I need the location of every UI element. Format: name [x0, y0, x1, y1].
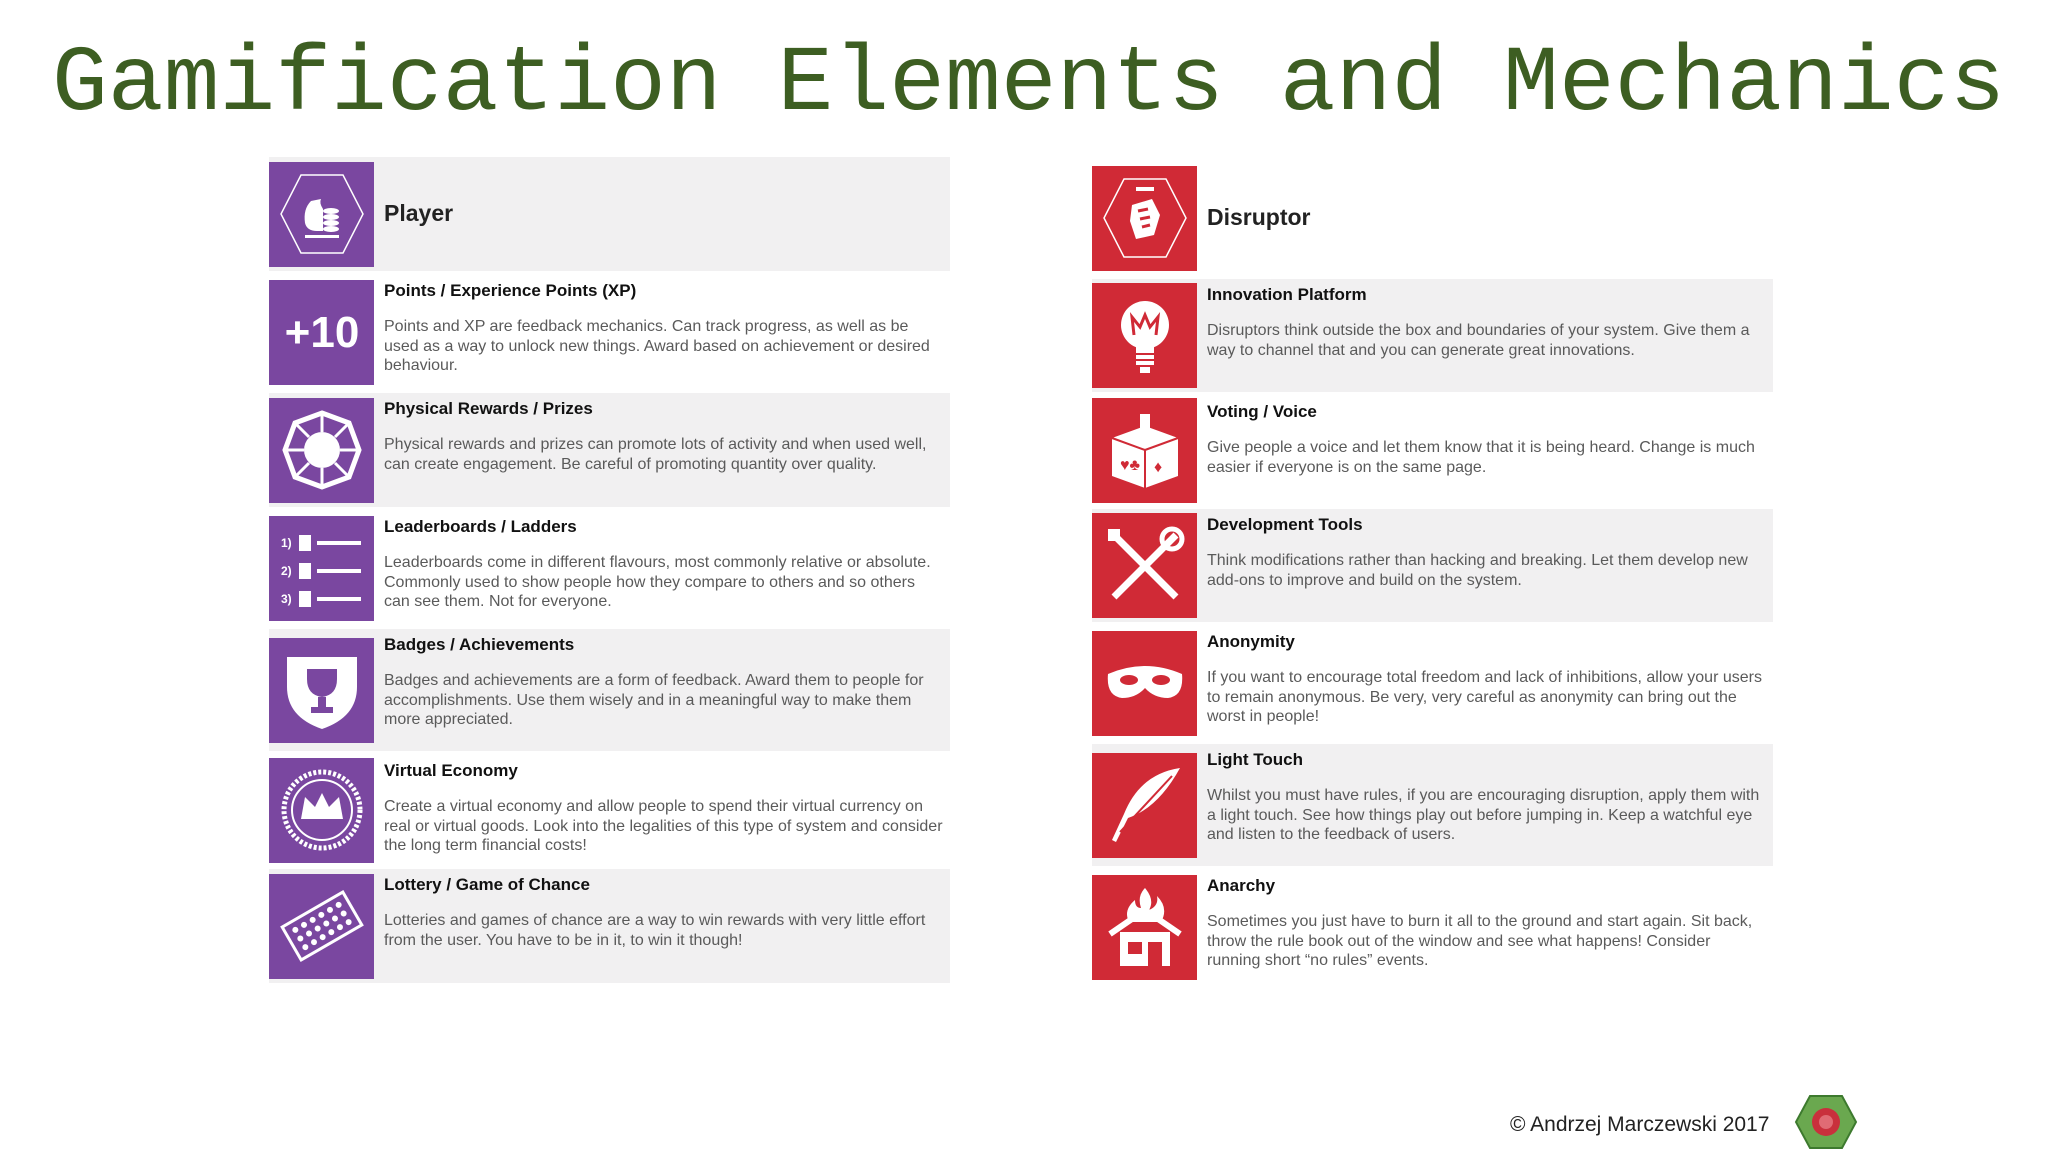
gem-icon [269, 398, 374, 503]
list-item [1092, 509, 1773, 622]
player-column [269, 157, 950, 987]
list-item [269, 755, 950, 865]
item-title: Virtual Economy [384, 761, 518, 780]
svg-text:+10: +10 [284, 308, 359, 357]
hexagon-logo-icon [1794, 1094, 1858, 1150]
item-description: If you want to encourage total freedom and lack of inhibitions, allow your users to remain anonymous. Be very, very careful as anonymity can bring out the worst in people! [1207, 669, 1762, 725]
player-money-bag-icon [269, 162, 374, 267]
plus-10-icon [269, 280, 374, 385]
item-description: Disruptors think outside the box and boundaries of your system. Give them a way to channel that and you can generate great innovations. [1207, 322, 1750, 359]
list-item [269, 869, 950, 983]
item-description: Think modifications rather than hacking and breaking. Let them develop new add-ons to improve and build on the system. [1207, 552, 1748, 589]
svg-text:♦: ♦ [1153, 458, 1162, 476]
item-description: Lotteries and games of chance are a way to win rewards with very little effort from the user. You have to be in it, to win it though! [384, 912, 926, 949]
item-title: Leaderboards / Ladders [384, 517, 577, 536]
leaderboard-icon [269, 516, 374, 621]
item-title: Voting / Voice [1207, 402, 1317, 421]
item-description: Give people a voice and let them know that it is being heard. Change is much easier if everyone is on the same page. [1207, 439, 1755, 476]
list-item [1092, 626, 1773, 740]
crown-coin-icon [269, 758, 374, 863]
list-item [1092, 396, 1773, 505]
svg-text:2): 2) [280, 564, 292, 578]
list-item [1092, 744, 1773, 866]
item-title: Badges / Achievements [384, 635, 575, 654]
disruptor-icon [1092, 166, 1197, 271]
list-item [269, 393, 950, 507]
feather-icon [1092, 753, 1197, 858]
list-item [269, 511, 950, 625]
item-title: Anonymity [1207, 632, 1295, 651]
svg-text:1): 1) [280, 536, 292, 550]
ballot-box-icon [1092, 398, 1197, 503]
list-item [269, 275, 950, 389]
player-header-title: Player [384, 199, 454, 226]
lightbulb-icon [1092, 283, 1197, 388]
svg-text:3): 3) [280, 592, 292, 606]
list-item [269, 629, 950, 751]
item-title: Innovation Platform [1207, 285, 1367, 304]
disruptor-header-title: Disruptor [1207, 203, 1311, 230]
disruptor-column [1092, 161, 1773, 988]
item-title: Development Tools [1207, 515, 1363, 534]
item-title: Physical Rewards / Prizes [384, 399, 593, 418]
item-title: Points / Experience Points (XP) [384, 281, 637, 300]
item-title: Anarchy [1207, 876, 1276, 895]
item-title: Light Touch [1207, 750, 1303, 769]
tools-icon [1092, 513, 1197, 618]
item-description: Badges and achievements are a form of feedback. Award them to people for accomplishments. Use them wisely and in a meaningful way to make them more appreciated. [384, 672, 924, 728]
svg-text:♥♣: ♥♣ [1119, 456, 1140, 474]
item-description: Whilst you must have rules, if you are encouraging disruption, apply them with a light touch. See how things play out before jumping in. Keep a watchful eye and listen to the feedback of users. [1207, 787, 1760, 843]
item-description: Create a virtual economy and allow people to spend their virtual currency on real or virtual goods. Look into the legalities of this type of system and consider the long term financial costs! [384, 798, 943, 854]
copyright-text: © Andrzej Marczewski 2017 [1510, 1113, 1770, 1136]
item-description: Physical rewards and prizes can promote lots of activity and when used well, can create engagement. Be careful of promoting quantity over quality. [384, 436, 927, 473]
lottery-ticket-icon [269, 874, 374, 979]
mask-icon [1092, 631, 1197, 736]
page-title: Gamification Elements and Mechanics [52, 32, 2006, 137]
player-header [269, 157, 950, 271]
item-description: Points and XP are feedback mechanics. Can track progress, as well as be used as a way to unlock new things. Award based on achievement or desired behaviour. [384, 318, 930, 374]
item-description: Leaderboards come in different flavours, most commonly relative or absolute. Commonly used to show people how they compare to others and so others can see them. Not for everyone. [384, 554, 931, 610]
item-title: Lottery / Game of Chance [384, 875, 590, 894]
burning-house-icon [1092, 875, 1197, 980]
trophy-badge-icon [269, 638, 374, 743]
item-description: Sometimes you just have to burn it all to the ground and start again. Sit back, throw the rule book out of the window and see what happens! Consider running short “no rules” events. [1207, 913, 1753, 969]
disruptor-header [1092, 161, 1773, 275]
list-item [1092, 279, 1773, 392]
list-item [1092, 870, 1773, 984]
